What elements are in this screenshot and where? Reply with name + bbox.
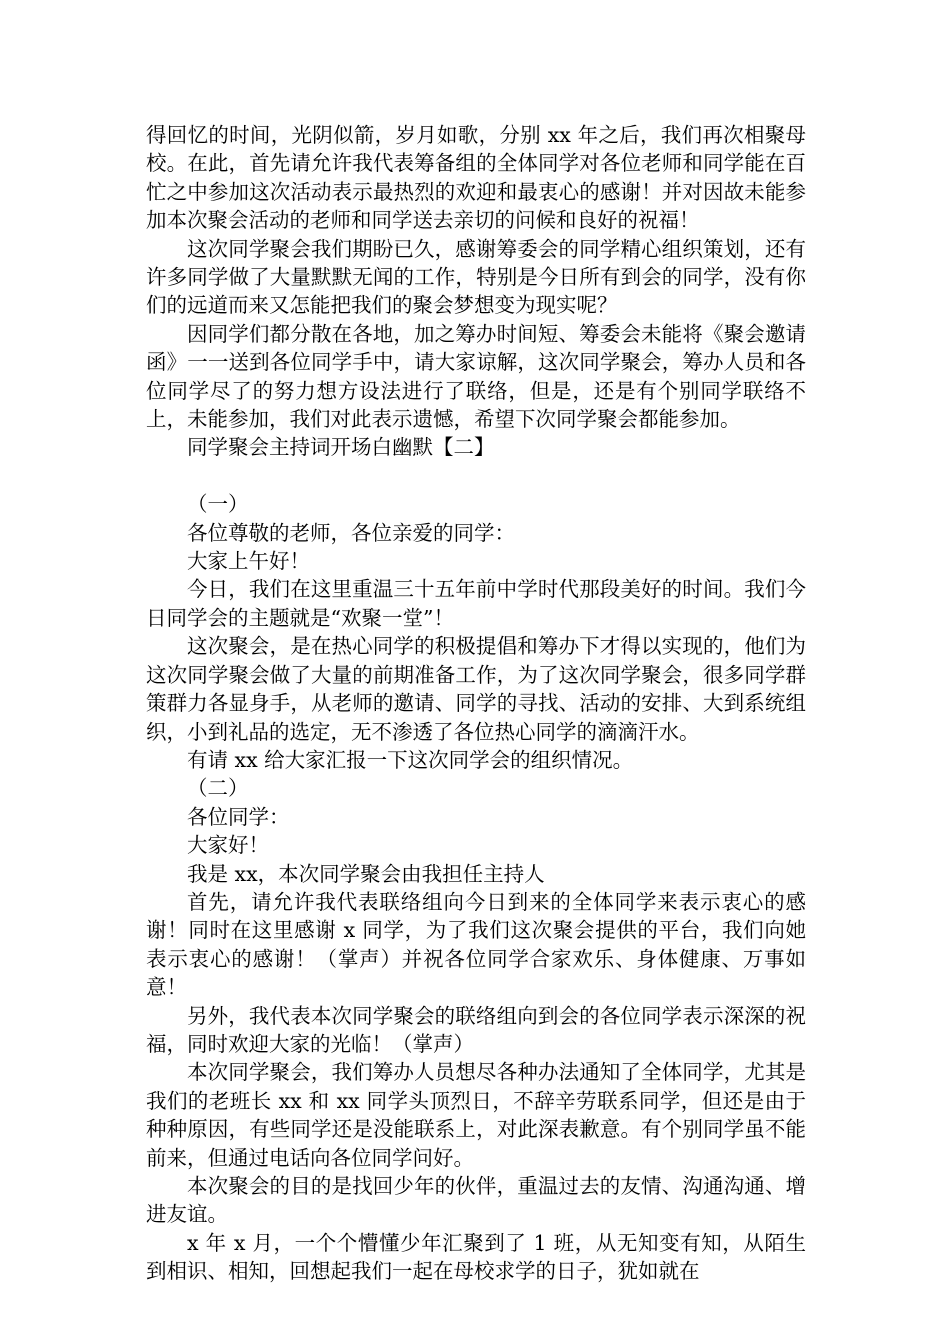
paragraph: 各位同学： bbox=[187, 804, 290, 829]
paragraph: x 年 x 月，一个个懵懂少年汇聚到了 1 班，从无知变有知，从陌生到相识、相知，回想起我们一起在母校求学的日子，犹如就在 bbox=[146, 1230, 806, 1284]
paragraph: 得回忆的时间，光阴似箭，岁月如歌，分别 xx 年之后，我们再次相聚母校。在此，首先请允许我代表筹备组的全体同学对各位老师和同学能在百忙之中参加这次活动表示最热烈的欢迎和最衷心的感谢！并对因故未能参加本次聚会活动的老师和同学送去亲切的问候和良好的祝福！ bbox=[146, 123, 806, 233]
paragraph: 首先，请允许我代表联络组向今日到来的全体同学来表示衷心的感谢！同时在这里感谢 x 同学，为了我们这次聚会提供的平台，我们向她表示衷心的感谢！（掌声）并祝各位同学合家欢乐、身体健康、万事如意！ bbox=[146, 889, 806, 1000]
paragraph: 各位尊敬的老师，各位亲爱的同学： bbox=[187, 520, 515, 545]
paragraph: 大家上午好！ bbox=[187, 549, 310, 574]
paragraph: 这次聚会，是在热心同学的积极提倡和筹办下才得以实现的，他们为这次同学聚会做了大量的前期准备工作，为了这次同学聚会，很多同学群策群力各显身手，从老师的邀请、同学的寻找、活动的安排、大到系统组织，小到礼品的选定，无不渗透了各位热心同学的滴滴汗水。 bbox=[146, 634, 806, 744]
paragraph: 本次同学聚会，我们筹办人员想尽各种办法通知了全体同学，尤其是我们的老班长 xx 和 xx 同学头顶烈日，不辞辛劳联系同学，但还是由于种种原因，有些同学还是没能联系上，对此深表歉意。有个别同学虽不能前来，但通过电话向各位同学问好。 bbox=[146, 1060, 806, 1170]
paragraph: 这次同学聚会我们期盼已久，感谢筹委会的同学精心组织策划，还有许多同学做了大量默默无闻的工作，特别是今日所有到会的同学，没有你们的远道而来又怎能把我们的聚会梦想变为现实呢？ bbox=[146, 236, 806, 318]
paragraph: 本次聚会的目的是找回少年的伙伴，重温过去的友情、沟通沟通、增进友谊。 bbox=[146, 1174, 806, 1227]
paragraph: 因同学们都分散在各地，加之筹办时间短、筹委会未能将《聚会邀请函》一一送到各位同学手中，请大家谅解，这次同学聚会，筹办人员和各位同学尽了的努力想方设法进行了联络，但是，还是有个别同学联络不上，未能参加，我们对此表示遗憾，希望下次同学聚会都能参加。 bbox=[146, 321, 806, 432]
paragraph: 大家好！ bbox=[187, 833, 269, 858]
paragraph: 另外，我代表本次同学聚会的联络组向到会的各位同学表示深深的祝福，同时欢迎大家的光临！（掌声） bbox=[146, 1003, 806, 1056]
paragraph: （一） bbox=[187, 492, 249, 517]
document-body bbox=[146, 121, 806, 1286]
paragraph: 有请 xx 给大家汇报一下这次同学会的组织情况。 bbox=[187, 747, 634, 772]
paragraph: 今日，我们在这里重温三十五年前中学时代那段美好的时间。我们今日同学会的主题就是“欢聚一堂”！ bbox=[146, 577, 806, 630]
blank-line bbox=[146, 462, 806, 490]
paragraph: 我是 xx，本次同学聚会由我担任主持人 bbox=[187, 861, 545, 886]
paragraph: （二） bbox=[187, 776, 249, 801]
paragraph: 同学聚会主持词开场白幽默【二】 bbox=[187, 435, 495, 460]
